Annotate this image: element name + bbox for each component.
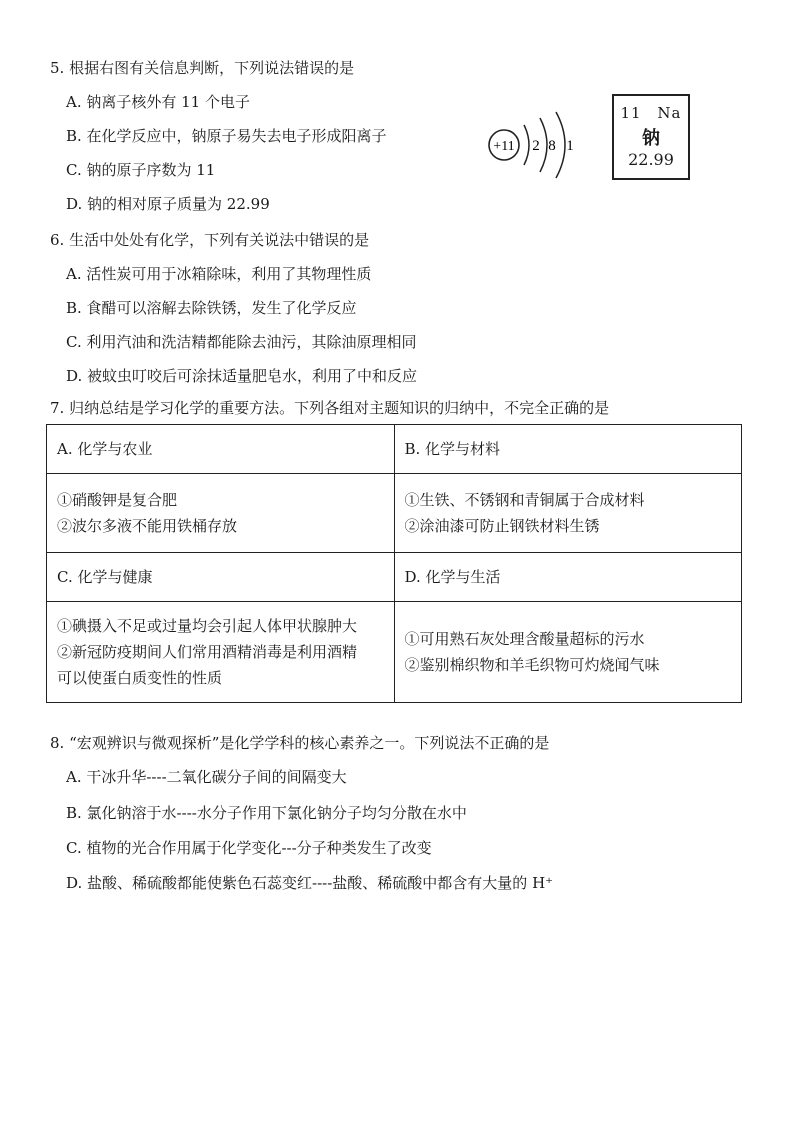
cell-b-item-2: ②涂油漆可防止钢铁材料生锈 (404, 517, 600, 535)
shell-electrons-2: 8 (548, 138, 556, 154)
cell-b-content (394, 474, 742, 553)
shell-arc-1 (524, 125, 529, 165)
cell-a-content (47, 474, 395, 553)
q6-option-d: D. 被蚊虫叮咬后可涂抹适量肥皂水，利用了中和反应 (66, 367, 418, 385)
cell-c-item-2-cont: 可以使蛋白质变性的性质 (57, 669, 223, 687)
q5-option-a: A. 钠离子核外有 11 个电子 (66, 93, 250, 111)
cell-b-item-1: ①生铁、不锈钢和青铜属于合成材料 (404, 491, 645, 509)
cell-d-title: D. 化学与生活 (394, 553, 742, 602)
cell-c-title: C. 化学与健康 (47, 553, 395, 602)
q5-option-c: C. 钠的原子序数为 11 (66, 161, 216, 179)
q5-option-d: D. 钠的相对原子质量为 22.99 (66, 195, 270, 213)
table-row (47, 553, 742, 602)
sodium-element-card (612, 94, 690, 180)
atom-structure-svg (484, 100, 594, 190)
q8-option-c: C. 植物的光合作用属于化学变化---分子种类发生了改变 (66, 839, 432, 857)
cell-c-item-2: ②新冠防疫期间人们常用酒精消毒是利用酒精 (57, 643, 358, 661)
element-name: 钠 (642, 128, 660, 149)
cell-d-item-1: ①可用熟石灰处理含酸量超标的污水 (404, 630, 645, 648)
cell-a-item-2: ②波尔多液不能用铁桶存放 (57, 517, 238, 535)
q6-option-a: A. 活性炭可用于冰箱除味，利用了其物理性质 (66, 265, 372, 283)
q5-stem: 5. 根据右图有关信息判断，下列说法错误的是 (50, 59, 355, 77)
cell-c-item-1: ①碘摄入不足或过量均会引起人体甲状腺肿大 (57, 617, 358, 635)
cell-d-item-2: ②鉴别棉织物和羊毛织物可灼烧闻气味 (404, 656, 660, 674)
q8-option-a: A. 干冰升华----二氧化碳分子间的间隔变大 (66, 768, 347, 786)
cell-a-item-1: ①硝酸钾是复合肥 (57, 491, 178, 509)
cell-c-content (47, 602, 395, 703)
shell-electrons-3: 1 (566, 138, 574, 154)
shell-electrons-1: 2 (532, 138, 540, 154)
q6-stem: 6. 生活中处处有化学，下列有关说法中错误的是 (50, 231, 370, 249)
atomic-mass: 22.99 (628, 150, 674, 169)
cell-a-title: A. 化学与农业 (47, 425, 395, 474)
table-row (47, 425, 742, 474)
nucleus-charge: +11 (493, 139, 515, 154)
q8-option-d: D. 盐酸、稀硫酸都能使紫色石蕊变红----盐酸、稀硫酸中都含有大量的 H⁺ (66, 874, 554, 892)
element-symbol: Na (657, 104, 682, 122)
q5-option-b: B. 在化学反应中，钠原子易失去电子形成阳离子 (66, 127, 387, 145)
shell-arc-3 (556, 112, 565, 178)
q7-stem: 7. 归纳总结是学习化学的重要方法。下列各组对主题知识的归纳中，不完全正确的是 (50, 399, 610, 417)
table-row (47, 474, 742, 553)
q6-option-c: C. 利用汽油和洗洁精都能除去油污，其除油原理相同 (66, 333, 417, 351)
sodium-atom-diagram (484, 100, 594, 190)
q8-stem: 8. “宏观辨识与微观探析”是化学学科的核心素养之一。下列说法不正确的是 (50, 734, 550, 752)
cell-b-title: B. 化学与材料 (394, 425, 742, 474)
q7-summary-table (46, 424, 742, 703)
atomic-number: 11 (620, 104, 642, 122)
table-row (47, 602, 742, 703)
q6-option-b: B. 食醋可以溶解去除铁锈，发生了化学反应 (66, 299, 357, 317)
element-card-header (614, 104, 688, 122)
shell-arc-2 (540, 118, 547, 172)
cell-d-content (394, 602, 742, 703)
q8-option-b: B. 氯化钠溶于水----水分子作用下氯化钠分子均匀分散在水中 (66, 804, 467, 822)
